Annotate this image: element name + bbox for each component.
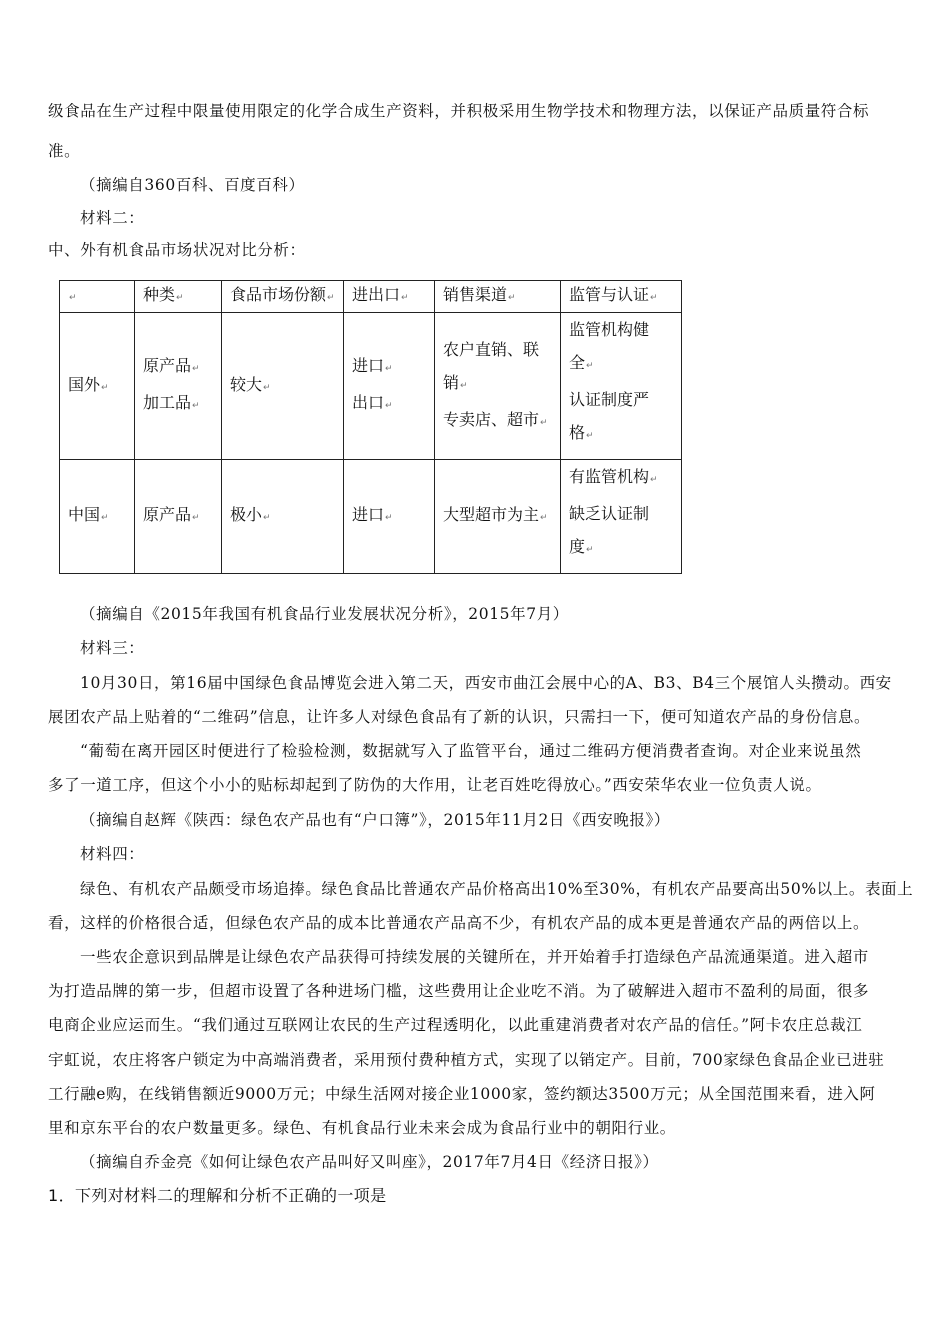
paragraph-line: 工行融e购，在线销售额近9000万元；中绿生活网对接企业1000家，签约额达3500万元；从全国范围来看，进入阿 [48,1085,876,1103]
table-cell-region: 中国↵ [60,460,135,574]
paragraph-line: 级食品在生产过程中限量使用限定的化学合成生产资料，并积极采用生物学技术和物理方法，以保证产品质量符合标 [48,102,870,120]
table-caption: 中、外有机食品市场状况对比分析： [48,241,306,259]
question-prompt: 1．下列对材料二的理解和分析不正确的一项是 [48,1186,387,1205]
table-cell-channels: 大型超市为主↵ [435,460,561,574]
source-citation: （摘编自《2015年我国有机食品行业发展状况分析》，2015年7月） [80,605,569,623]
table-row [60,460,682,574]
source-citation: （摘编自360百科、百度百科） [80,176,305,194]
table-header-cell: 销售渠道↵ [435,281,561,313]
table-row [60,313,682,460]
table-header-cell: 食品市场份额↵ [222,281,344,313]
table-cell-region: 国外↵ [60,313,135,460]
table-header-cell: 种类↵ [135,281,222,313]
paragraph-line: 展团农产品上贴着的“二维码”信息，让许多人对绿色食品有了新的认识，只需扫一下，便可知道农产品的身份信息。 [48,708,871,726]
section-heading: 材料三： [80,639,145,657]
source-citation: （摘编自赵辉《陕西：绿色农产品也有“户口簿”》，2015年11月2日《西安晚报》） [80,811,670,829]
paragraph-line: 10月30日，第16届中国绿色食品博览会进入第二天，西安市曲江会展中心的A、B3、B4三个展馆人头攒动。西安 [80,674,892,692]
paragraph-line: 看，这样的价格很合适，但绿色农产品的成本比普通农产品高不少，有机农产品的成本更是普通农产品的两倍以上。 [48,914,870,932]
table-header-cell: ↵ [60,281,135,313]
paragraph-line: “葡萄在离开园区时便进行了检验检测，数据就写入了监管平台，通过二维码方便消费者查询。对企业来说虽然 [80,742,862,760]
table-cell-regulation: 监管机构健 全↵ 认证制度严 格↵ [561,313,682,460]
table-header-cell: 进出口↵ [344,281,435,313]
table-header-cell: 监管与认证↵ [561,281,682,313]
table-cell-trade: 进口↵ [344,460,435,574]
section-heading: 材料二： [80,209,145,227]
source-citation: （摘编自乔金亮《如何让绿色农产品叫好又叫座》，2017年7月4日《经济日报》） [80,1153,659,1171]
paragraph-line: 绿色、有机农产品颇受市场追捧。绿色食品比普通农产品价格高出10%至30%，有机农产品要高出50%以上。表面上 [80,880,914,898]
table-cell-trade: 进口↵ 出口↵ [344,313,435,460]
section-heading: 材料四： [80,845,145,863]
table-header-row [60,281,682,313]
table-cell-types: 原产品↵ [135,460,222,574]
comparison-table [59,280,682,574]
paragraph-line: 电商企业应运而生。“我们通过互联网让农民的生产过程透明化，以此重建消费者对农产品的信任。”阿卡农庄总裁江 [48,1016,863,1034]
table-cell-share: 极小↵ [222,460,344,574]
paragraph-line: 宇虹说，农庄将客户锁定为中高端消费者，采用预付费种植方式，实现了以销定产。目前，700家绿色食品企业已进驻 [48,1051,885,1069]
table-cell-regulation: 有监管机构↵ 缺乏认证制 度↵ [561,460,682,574]
paragraph-line: 一些农企意识到品牌是让绿色农产品获得可持续发展的关键所在，并开始着手打造绿色产品流通渠道。进入超市 [80,948,869,966]
paragraph-line: 多了一道工序，但这个小小的贴标却起到了防伪的大作用，让老百姓吃得放心。”西安荣华农业一位负责人说。 [48,776,822,794]
table-cell-share: 较大↵ [222,313,344,460]
paragraph-line: 为打造品牌的第一步，但超市设置了各种进场门槛，这些费用让企业吃不消。为了破解进入超市不盈利的局面，很多 [48,982,870,1000]
table-cell-channels: 农户直销、联 销↵ 专卖店、超市↵ [435,313,561,460]
paragraph-line: 里和京东平台的农户数量更多。绿色、有机食品行业未来会成为食品行业中的朝阳行业。 [48,1119,676,1137]
paragraph-line: 准。 [48,142,81,160]
table-cell-types: 原产品↵ 加工品↵ [135,313,222,460]
